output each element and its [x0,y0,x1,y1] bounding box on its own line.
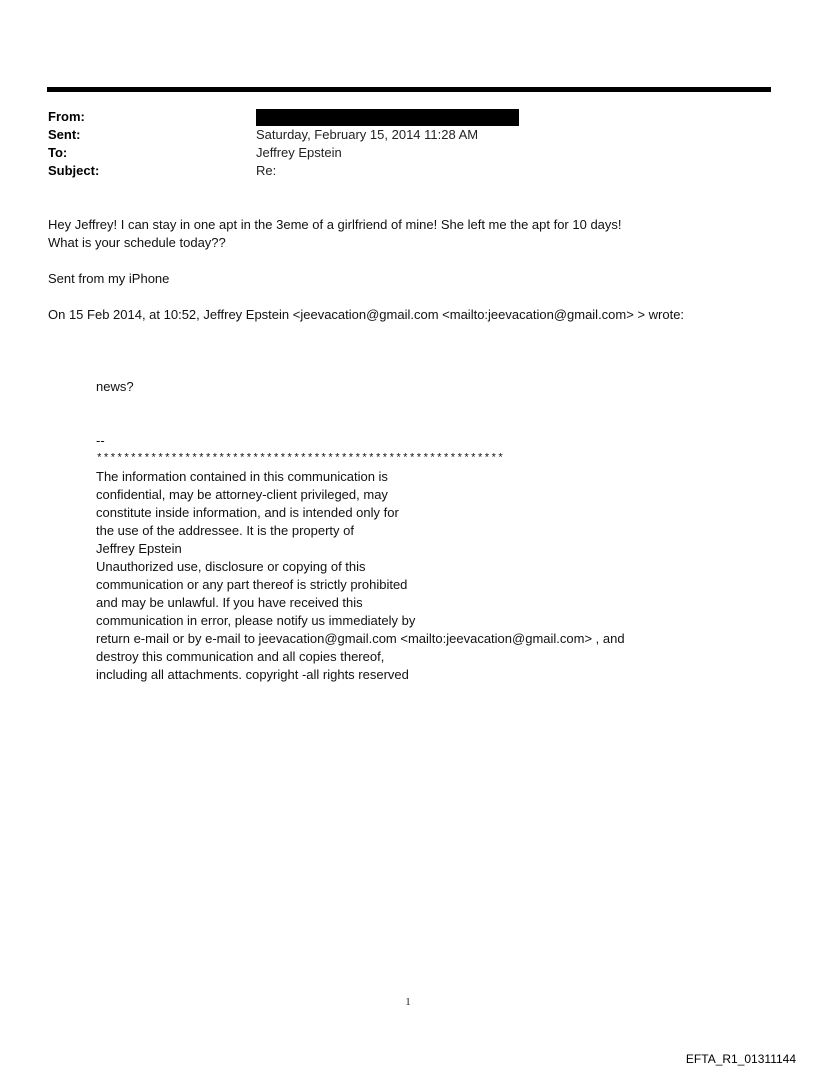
sent-label: Sent: [48,127,81,142]
disclaimer-line: Jeffrey Epstein [96,541,182,556]
signature-separator: -- [96,433,105,448]
quote-intro: On 15 Feb 2014, at 10:52, Jeffrey Epstein <jeevacation@gmail.com <mailto:jeevacation@gmail.com> > wrote: [48,307,685,322]
disclaimer-line: communication in error, please notify us immediately by [96,613,416,628]
disclaimer-line: The information contained in this communication is [96,469,388,484]
from-label: From: [48,109,85,124]
quoted-message: news? [96,379,134,394]
sent-value: Saturday, February 15, 2014 11:28 AM [256,127,479,142]
disclaimer-line: the use of the addressee. It is the property of [96,523,354,538]
subject-value: Re: [256,163,277,178]
message-line-2: What is your schedule today?? [48,235,226,250]
disclaimer-line: confidential, may be attorney-client privileged, may [96,487,388,502]
sent-row [48,126,519,144]
disclaimer-line: including all attachments. copyright -all rights reserved [96,667,409,682]
subject-row [48,162,519,180]
disclaimer-line: constitute inside information, and is intended only for [96,505,399,520]
disclaimer-line: communication or any part thereof is strictly prohibited [96,577,408,592]
to-row [48,144,519,162]
message-line-1: Hey Jeffrey! I can stay in one apt in the 3eme of a girlfriend of mine! She left me the apt for 10 days! [48,217,622,232]
disclaimer-line: Unauthorized use, disclosure or copying of this [96,559,366,574]
quoted-signature-block [96,432,625,684]
disclaimer-line: destroy this communication and all copies thereof, [96,649,385,664]
disclaimer-line: return e-mail or by e-mail to jeevacation@gmail.com <mailto:jeevacation@gmail.com> , and [96,631,625,646]
bates-number: EFTA_R1_01311144 [685,1052,796,1066]
disclaimer-line: and may be unlawful. If you have received this [96,595,363,610]
signature: Sent from my iPhone [48,271,170,286]
from-row [48,108,519,126]
stars-divider: ************************************************************ [96,453,505,465]
page-number: 1 [405,996,411,1008]
to-value: Jeffrey Epstein [256,145,342,160]
header-divider [47,87,771,92]
redacted-sender [256,109,519,126]
message-body [48,216,622,252]
email-header [48,108,519,180]
subject-label: Subject: [48,163,100,178]
to-label: To: [48,145,68,160]
